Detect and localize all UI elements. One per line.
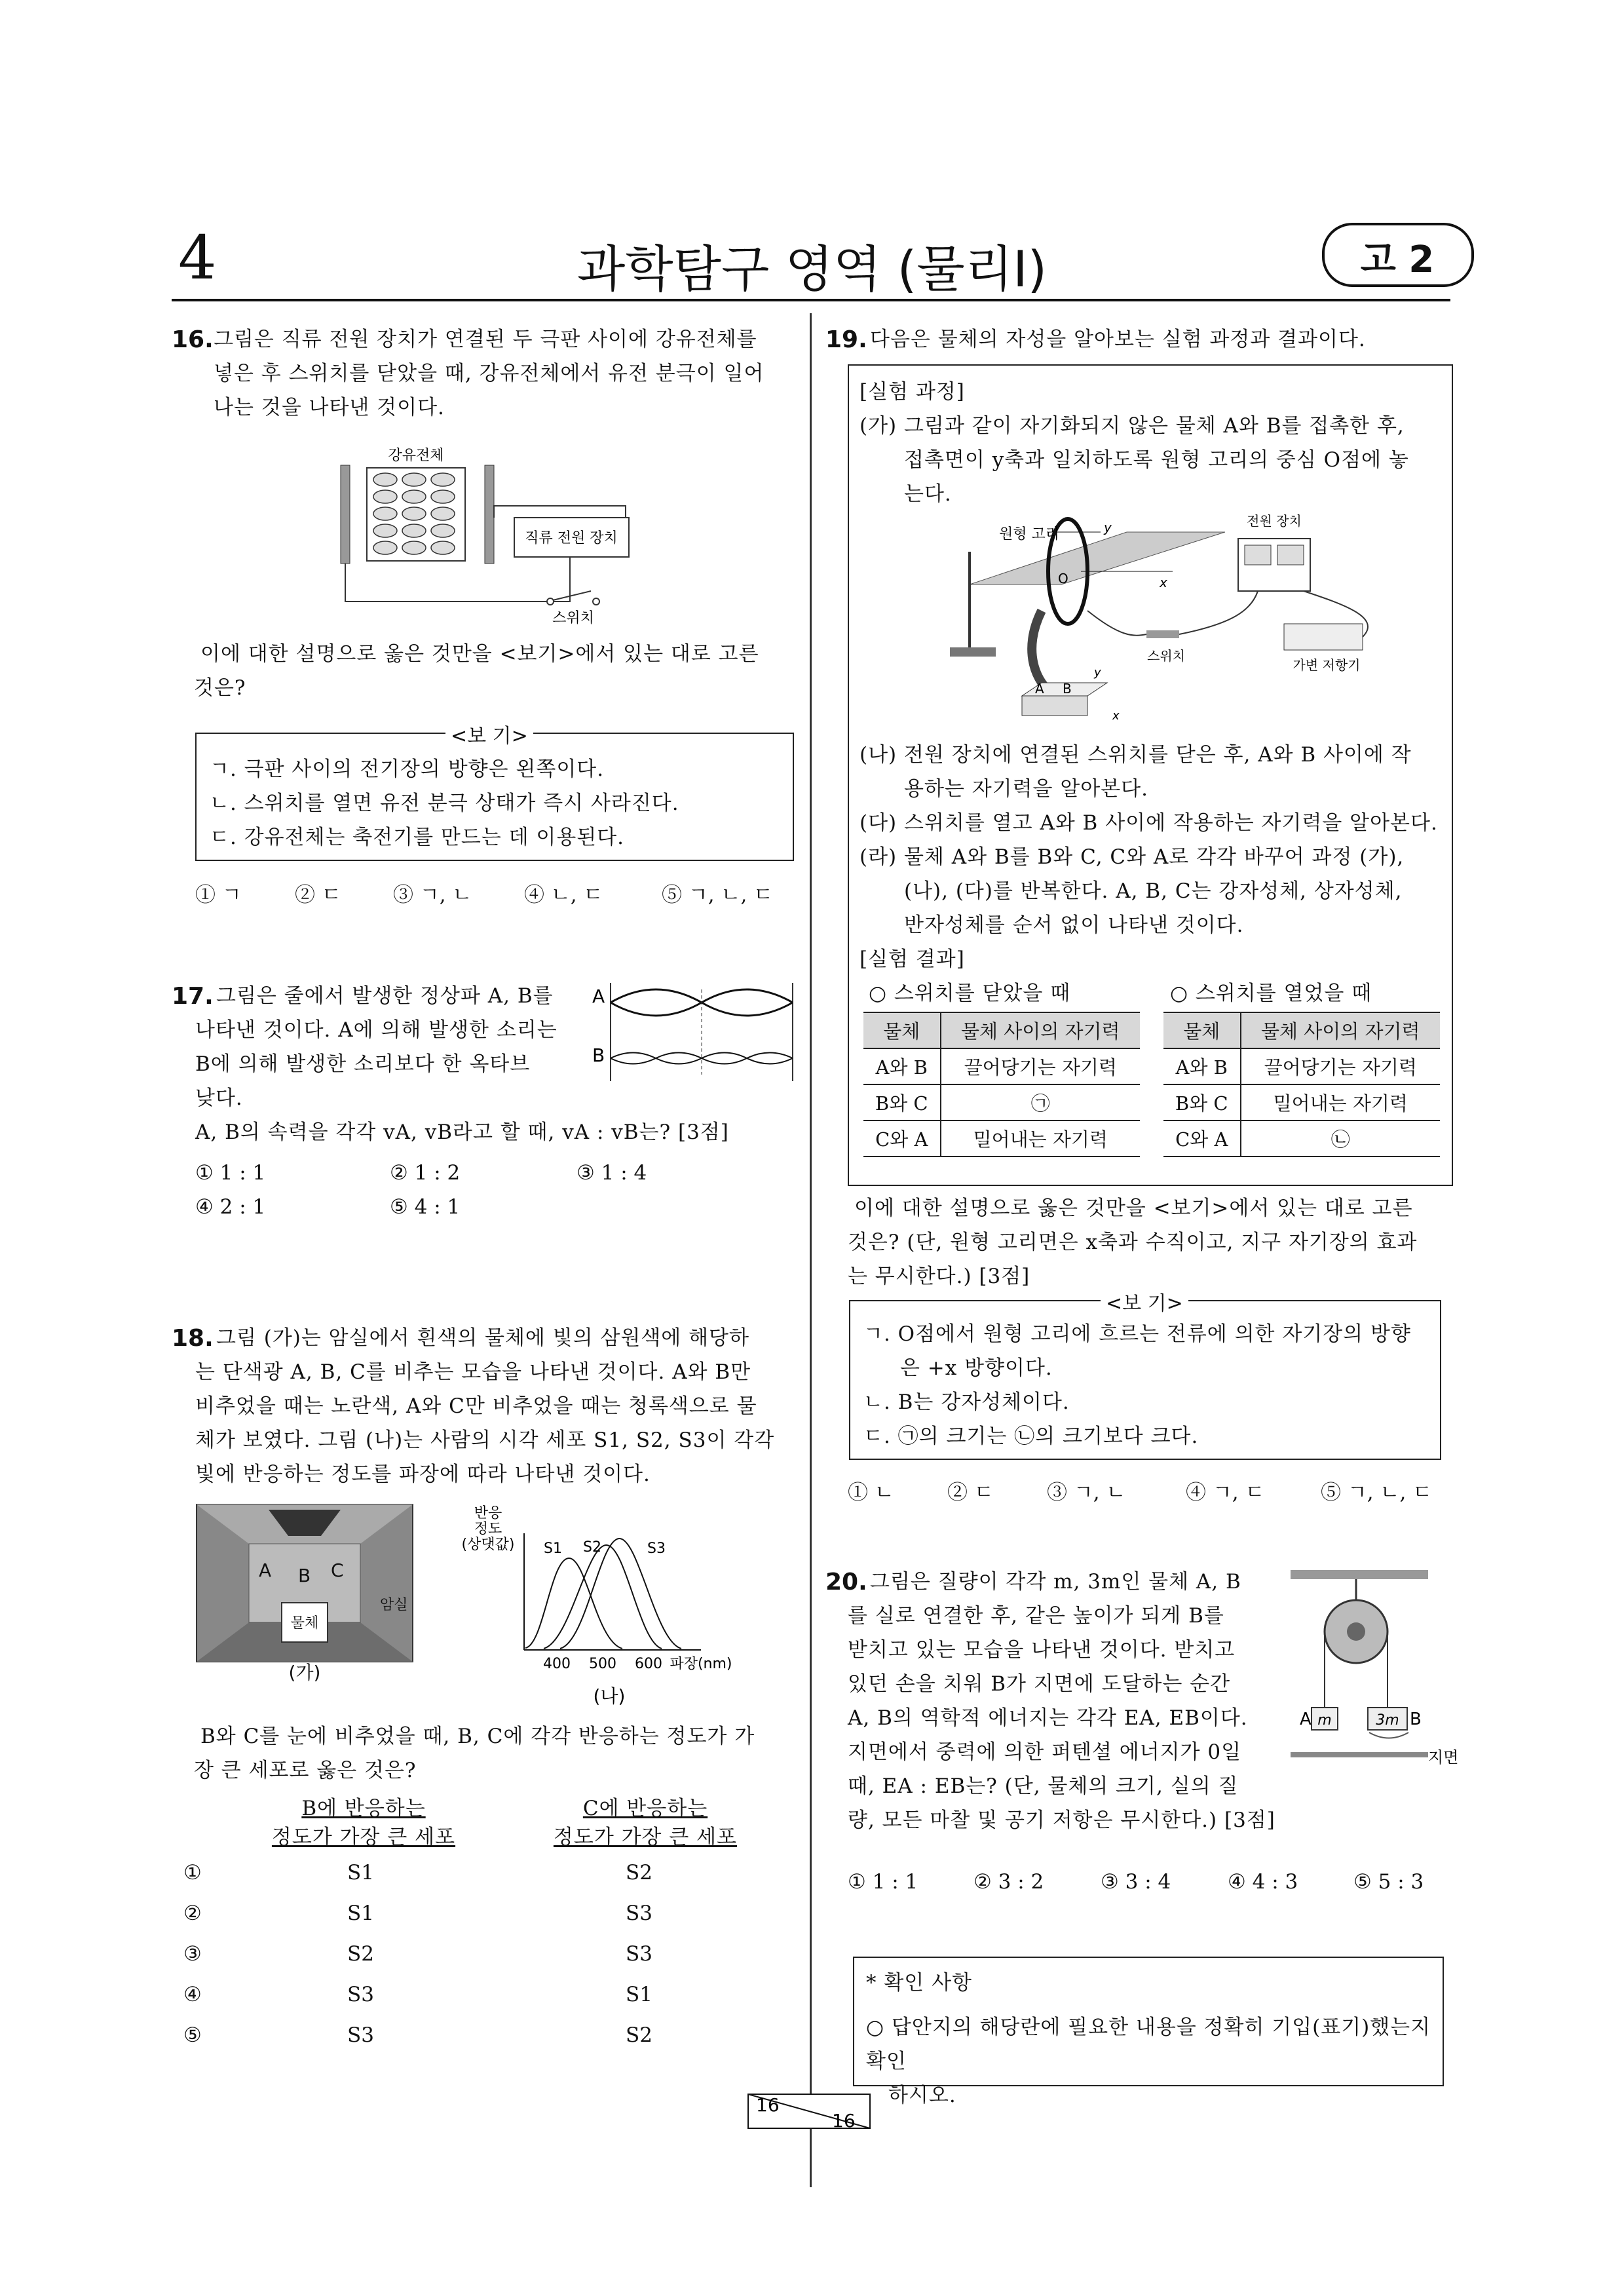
- ylabel-2: 정도: [474, 1521, 502, 1537]
- option-c-cell: S2: [626, 2023, 652, 2047]
- q18-stem: 그림 (가)는 암실에서 흰색의 물체에 빛의 삼원색에 해당하 는 단색광 A, B, C를 비추는 모습을 나타낸 것이다. A와 B만 비추었을 때는 노란색, A와 C만 비추었을 때는 청록색으로 물 체가 보였다. 그림 (나)는 사람의 시각 세포 S1, S2, S3이 각각 빛에 반응하는 정도를 파장에 따라 나타낸 것이다.: [195, 1326, 775, 1486]
- small-x-label: x: [1112, 709, 1120, 723]
- ground-label: 지면: [1428, 1748, 1459, 1767]
- light-a-label: A: [259, 1559, 272, 1581]
- ground: [1291, 1752, 1428, 1757]
- wave-a-label: A: [592, 985, 605, 1007]
- option-number: ②: [183, 1902, 202, 1925]
- hand: [1369, 1732, 1408, 1738]
- tick-400: 400: [543, 1656, 571, 1672]
- q19-bogi-list: ㄱ. O점에서 원형 고리에 흐르는 전류에 의한 자기장의 방향 은 +x 방향이다. ㄴ. B는 강자성체이다. ㄷ. ㉠의 크기는 ㉡의 크기보다 크다.: [863, 1322, 1411, 1448]
- q16-option-3[interactable]: ③ ㄱ, ㄴ: [393, 883, 472, 907]
- switch-label: 스위치: [1147, 648, 1185, 664]
- small-y-label: y: [1094, 666, 1101, 679]
- switch-contact-2: [593, 598, 599, 605]
- q19-proc-title: [실험 과정]: [859, 380, 965, 404]
- q17-option-4[interactable]: ④ 2 : 1: [195, 1195, 266, 1219]
- switch-label: 스위치: [552, 610, 594, 626]
- dipoles: [373, 473, 455, 554]
- q16-stem: 그림은 직류 전원 장치가 연결된 두 극판 사이에 강유전체를 넣은 후 스위치를 닫았을 때, 강유전체에서 유전 분극이 일어 나는 것을 나타낸 것이다.: [214, 328, 765, 419]
- q17-option-5[interactable]: ⑤ 4 : 1: [390, 1195, 461, 1219]
- q19-step-ga: (가) 그림과 같이 자기화되지 않은 물체 A와 B를 접촉한 후, 접촉면이 y축과 일치하도록 원형 고리의 중심 O점에 놓 는다.: [859, 414, 1409, 506]
- q16-number: 16.: [172, 326, 214, 353]
- option-number: ④: [183, 1983, 202, 2006]
- q19-option-1[interactable]: ① ㄴ: [848, 1481, 894, 1504]
- q17-line2: A, B의 속력을 각각 vA, vB라고 할 때, vA : vB는? [3점]: [195, 1120, 729, 1144]
- q18-col1-head: B에 반응하는 정도가 가장 큰 세포: [271, 1797, 456, 1849]
- q20-option-4[interactable]: ④ 4 : 3: [1228, 1870, 1298, 1894]
- q18-number: 18.: [172, 1325, 214, 1352]
- q17-option-1[interactable]: ① 1 : 1: [195, 1161, 266, 1185]
- q20-figure: [1291, 1563, 1459, 1786]
- notice-title: * 확인 사항: [866, 1971, 972, 1995]
- resistor-label: 가변 저항기: [1293, 657, 1361, 673]
- q19-result-title: [실험 결과]: [859, 947, 965, 971]
- ceiling: [1291, 1570, 1428, 1579]
- header-rule: [172, 299, 1450, 301]
- option-number: ①: [183, 1861, 202, 1885]
- q19-open-title: ○ 스위치를 열었을 때: [1170, 982, 1372, 1005]
- option-number: ⑤: [183, 2023, 202, 2047]
- q19-open-table: 물체 물체 사이의 자기력 A와 B 끌어당기는 자기력 B와 C 밀어내는 자기력 C와 A ㉡: [1163, 1012, 1440, 1157]
- option-b-cell: S1: [347, 1902, 374, 1925]
- option-number: ③: [183, 1942, 202, 1966]
- column-divider: [810, 313, 812, 2187]
- switch-contact-1: [547, 598, 554, 605]
- q16-ask: 이에 대한 설명으로 옳은 것만을 <보기>에서 있는 대로 고른 것은?: [194, 642, 759, 700]
- ylabel-3: (상댓값): [461, 1537, 515, 1553]
- power-label: 전원 장치: [1247, 513, 1302, 529]
- ylabel-1: 반응: [474, 1505, 502, 1521]
- option-c-cell: S3: [626, 1902, 652, 1925]
- q17-stem: 그림은 줄에서 발생한 정상파 A, B를 나타낸 것이다. A에 의해 발생한 소리는 B에 의해 발생한 소리보다 한 옥타브 낮다.: [195, 984, 557, 1110]
- ring-label: 원형 고리: [999, 526, 1060, 543]
- page-title: 과학탐구 영역 (물리Ⅰ): [576, 240, 1048, 298]
- option-c-cell: S2: [626, 1861, 652, 1885]
- plate-right: [485, 465, 494, 564]
- tick-600: 600: [635, 1656, 662, 1672]
- fig-a-caption: (가): [288, 1662, 321, 1683]
- footer-page: 16: [756, 2094, 780, 2116]
- tick-500: 500: [589, 1656, 616, 1672]
- q19-step-ra: (라) 물체 A와 B를 B와 C, C와 A로 각각 바꾸어 과정 (가), (나), (다)를 반복한다. A, B, C는 강자성체, 상자성체, 반자성체를 순서 없이 나타낸 것이다.: [859, 845, 1405, 937]
- q19-option-3[interactable]: ③ ㄱ, ㄴ: [1047, 1481, 1126, 1504]
- label-s2: S2: [583, 1539, 601, 1556]
- dark-room-label: 암실: [380, 1597, 408, 1613]
- option-b-cell: S3: [347, 2023, 374, 2047]
- q19-figure: [937, 506, 1408, 735]
- light-b-label: B: [298, 1565, 311, 1586]
- mass-b-label: 3m: [1376, 1712, 1399, 1729]
- q16-bogi-title: <보 기>: [445, 719, 533, 748]
- q19-step-na: (나) 전원 장치에 연결된 스위치를 닫은 후, A와 B 사이에 작 용하는 자기력을 알아본다.: [859, 743, 1412, 801]
- point-o-label: O: [1058, 571, 1068, 586]
- block-a-label: A: [1035, 681, 1044, 697]
- option-c-cell: S1: [626, 1983, 652, 2006]
- q18-ask: B와 C를 눈에 비추었을 때, B, C에 각각 반응하는 정도가 가 장 큰 세포로 옳은 것은?: [194, 1725, 755, 1782]
- q19-option-5[interactable]: ⑤ ㄱ, ㄴ, ㄷ: [1321, 1481, 1433, 1504]
- axis-y-label: y: [1104, 520, 1112, 535]
- q16-option-1[interactable]: ① ㄱ: [195, 883, 242, 907]
- q19-closed-table: 물체 물체 사이의 자기력 A와 B 끌어당기는 자기력 B와 C ㉠ C와 A 밀어내는 자기력: [863, 1012, 1140, 1157]
- option-c-cell: S3: [626, 1942, 652, 1966]
- switch-lever: [553, 591, 591, 600]
- q19-option-2[interactable]: ② ㄷ: [947, 1481, 994, 1504]
- q16-figure: [328, 446, 655, 629]
- fig-b-caption: (나): [593, 1685, 626, 1707]
- variable-resistor: [1284, 624, 1363, 650]
- q20-option-5[interactable]: ⑤ 5 : 3: [1353, 1870, 1424, 1894]
- footer-page-box: [747, 2093, 878, 2132]
- plate-left: [341, 465, 350, 564]
- object-label: 물체: [290, 1615, 319, 1632]
- q20-stem: 그림은 질량이 각각 m, 3m인 물체 A, B 를 실로 연결한 후, 같은 높이가 되게 B를 받치고 있는 모습을 나타낸 것이다. 받치고 있던 손을 치워 B가 지면에 도달하는 순간 A, B의 역학적 에너지는 각각 EA, EB이다. 지면에서 중력에 의한 퍼텐셜 에너지가 0일 때, EA : EB는? (단, 물체의 크기, 실의 질 량, 모든 마찰 및 공기 저항은 무시한다.) [3점]: [848, 1570, 1275, 1832]
- page-number: 4: [178, 223, 217, 293]
- q19-option-4[interactable]: ④ ㄱ, ㄷ: [1186, 1481, 1265, 1504]
- q19-bogi-title: <보 기>: [1101, 1287, 1188, 1316]
- dielectric-label: 강유전체: [388, 448, 444, 464]
- q16-option-5[interactable]: ⑤ ㄱ, ㄴ, ㄷ: [662, 883, 774, 907]
- option-b-cell: S2: [347, 1942, 374, 1966]
- q20-option-3[interactable]: ③ 3 : 4: [1101, 1870, 1171, 1894]
- label-s1: S1: [544, 1540, 562, 1557]
- q18-col2-head: C에 반응하는 정도가 가장 큰 세포: [553, 1797, 738, 1849]
- q20-option-2[interactable]: ② 3 : 2: [973, 1870, 1044, 1894]
- x-unit: 파장(nm): [670, 1656, 732, 1672]
- q20-number: 20.: [825, 1569, 867, 1596]
- q20-option-1[interactable]: ① 1 : 1: [848, 1870, 918, 1894]
- switch: [1146, 630, 1179, 638]
- label-s3: S3: [647, 1540, 666, 1557]
- q19-stem: 다음은 물체의 자성을 알아보는 실험 과정과 결과이다.: [870, 328, 1366, 351]
- block-b-label: B: [1063, 681, 1072, 697]
- grade-label: 고 2: [1360, 239, 1435, 281]
- q17-option-3[interactable]: ③ 1 : 4: [576, 1161, 647, 1185]
- block-b-label: B: [1410, 1710, 1422, 1729]
- q19-ask: 이에 대한 설명으로 옳은 것만을 <보기>에서 있는 대로 고른 것은? (단, 원형 고리면은 x축과 수직이고, 지구 자기장의 효과 는 무시한다.) [3점]: [848, 1196, 1418, 1288]
- q19-number: 19.: [825, 326, 867, 353]
- mass-a-label: m: [1317, 1712, 1332, 1729]
- q17-figure: [590, 976, 806, 1081]
- q17-option-2[interactable]: ② 1 : 2: [390, 1161, 461, 1185]
- notice-body: ○ 답안지의 해당란에 필요한 내용을 정확히 기입(표기)했는지 확인 하시오.: [866, 2016, 1431, 2107]
- q16-option-2[interactable]: ② ㄷ: [295, 883, 341, 907]
- light-c-label: C: [331, 1559, 344, 1581]
- q17-number: 17.: [172, 983, 214, 1010]
- wave-b-label: B: [592, 1044, 605, 1066]
- q18-figure-b: [452, 1501, 780, 1710]
- footer-total: 16: [832, 2110, 856, 2132]
- q18-figure-a: [197, 1504, 419, 1681]
- block-a-label: A: [1300, 1710, 1312, 1729]
- q19-step-da: (다) 스위치를 열고 A와 B 사이에 작용하는 자기력을 알아본다.: [859, 811, 1438, 835]
- q16-bogi-list: ㄱ. 극판 사이의 전기장의 방향은 왼쪽이다. ㄴ. 스위치를 열면 유전 분극 상태가 즉시 사라진다. ㄷ. 강유전체는 축전기를 만드는 데 이용된다.: [210, 757, 679, 849]
- option-b-cell: S1: [347, 1861, 374, 1885]
- option-b-cell: S3: [347, 1983, 374, 2006]
- q19-closed-title: ○ 스위치를 닫았을 때: [869, 982, 1071, 1005]
- q16-option-4[interactable]: ④ ㄴ, ㄷ: [524, 883, 603, 907]
- power-label: 직류 전원 장치: [525, 530, 618, 546]
- axis-x-label: x: [1160, 575, 1167, 590]
